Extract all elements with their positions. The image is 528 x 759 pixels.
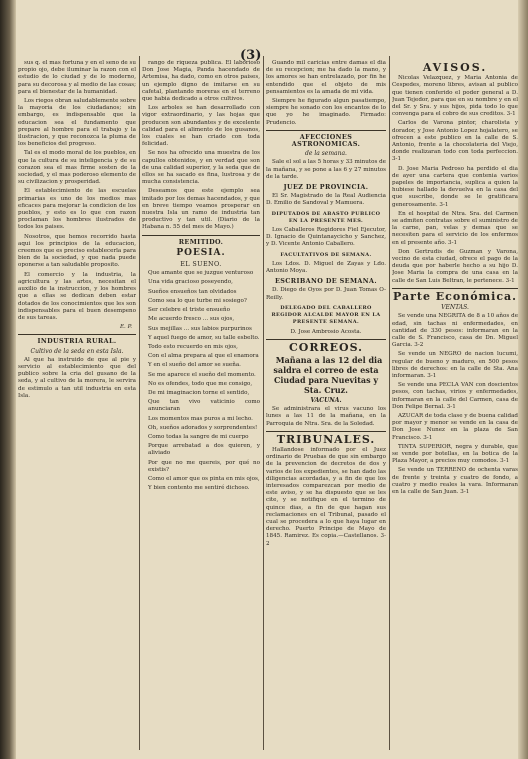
venta-paragraph: Se vende una NEGRITA de 8 a 10 años de edad, sin tachas ni enfermedades, en cantidad de 330 pesos: informaran en la calle de S. Francisco, casa de Dn. Miguel Garcia. 3-2 (392, 313, 518, 349)
article-paragraph: Guando mil caricias entre damas el dia de su recepcion; me ha dado la mano, y los amores se han entrelazado, por fin he entendido que el objeto de mis pensamientos es la amada de mi vida. (266, 60, 386, 95)
poesia-heading: POESIA. (176, 247, 226, 258)
tribunales-text: Hallandose informado por el Juez ordinario de Pruebas de que sin embargo de la prevencion de decretos de dos y varios de los expedientes, se han dado las diligencias acordadas, y a fin de que los interesados comparezcan por medio de este aviso, y se ha dispuesto que se les cite, y se notifique en el termino de quince dias, a fin de que hagan sus reclamaciones en el Tribunal, pasado el cual se procedera a lo que haya lugar en derecho. Puerto Principe de Mayo de 1845. Ramirez. Es copia.—Castellanos. 3-2 (266, 446, 386, 547)
poem-verse: De mi imaginacion torne el sentido, (148, 389, 250, 396)
poem-verse: Sus mejillas ... sus labios purpurinos (148, 325, 252, 332)
poem-verse: Sueños ensueños tan olvidados (148, 288, 237, 295)
venta-paragraph: AZUCAR de toda clase y de buena calidad por mayor y menor se vende en la casa de Don Jose Nunez en la plaza de San Francisco. 3-1 (392, 412, 518, 441)
article-paragraph: Al que ha instruido de que al pie y servicio al establecimiento que del publico sobre la cria del gusano de la seda, y al cultivo de la morera, le servira de estimulo a tan util industria en esta Isla. (18, 356, 136, 399)
divider (392, 288, 518, 289)
venta-paragraph: Se vende una PECLA VAN con doscientos pesos, con tachas, virios y enfermedades, informaran en la calle del Carmen, casa de Don Felipe Bernal. 3-1 (392, 382, 518, 410)
parte-economica-heading: Parte Económica. (392, 289, 518, 303)
astro-text: Sale el sol a las 5 horas y 33 minutos de la mañana, y se pone a las 6 y 27 minutos de la tarde. (266, 159, 386, 180)
ventas-heading: VENTAS. (441, 304, 469, 312)
article-paragraph: Los arboles se han desarrollado con vigor extraordinario, y las hojas que producen son abundantes y de excelente calidad para el alimento de los gusanos, los cuales se han criado con toda felicidad. (142, 105, 260, 148)
poem-verse: Y aquel fuego de amor, su talle esbelto. (148, 334, 260, 341)
venta-paragraph: Se vende un NEGRO de nacion lucumi, regular de bueno y maduro, en 500 pesos libres de derechos: en la calle de Sta. Ana informaran. 3-1 (392, 351, 518, 379)
column-2 (142, 60, 260, 750)
vacuna-heading: VACUNA. (310, 396, 342, 404)
article-paragraph: El comercio y la industria, la agricultura y las artes, necesitan el auxilio de la instruccion, y los hombres que a ellas se dedican deben estar dotados de los conocimientos que les son indispensables para el buen desempeno de sus tareas. (18, 271, 136, 321)
article-paragraph: Los riegos obran saludablemente sobre la mayoria de los ciudadanos; sin embargo, es indispensable que la educacion sea el fundamento que prepare al hombre para el trabajo y la ilustracion, y que reconozca la pluma de los beneficios del progreso. (18, 98, 136, 148)
poem-verse: Ser celebre el triste ensueño (148, 307, 230, 314)
poem-verse: Como el amor que os pinta en mis ojos, (148, 475, 260, 482)
correos-heading: CORREOS. (289, 340, 363, 354)
divider (266, 339, 386, 340)
column-3 (266, 60, 386, 750)
poem-verse: Que tan vivo vaticinio como anunciaran (148, 399, 260, 413)
poem-verse: Que amante que se juzgue venturoso (148, 270, 254, 277)
venta-paragraph: TINTA SUPERIOR, negra y durable, que se vende por botellas, en la botica de la Plaza Mayor, a precios muy comodos. 3-1 (392, 443, 518, 465)
column-1 (18, 60, 136, 750)
poem-verse: Y bien contento me sentiré dichoso. (148, 485, 250, 492)
article-paragraph: sus q. el mas fortuna y en el seno de su propio ojo, debe iluminar la razon con el estudio de lo ciudad y de lo moderno, para su decorosa y al medio de las cosas; para el bienestar de la humanidad. (18, 60, 136, 95)
escribano-heading: ESCRIBANO DE SEMANA. (274, 277, 378, 286)
escribano-text: D. Diego de Oyos por D. Juan Tomas O-Reilly. (266, 287, 386, 301)
poem-verse: Como todas la sangre de mi cuerpo (148, 433, 249, 440)
vacuna-text: Se administrara el virus vacuno los lunes a las 11 de la mañana, en la Parroquia de Ntra. Sra. de la Soledad. (266, 406, 386, 427)
poem-verse: Y en el sueño del amor se sueña. (148, 362, 241, 369)
correos-text: Mañana a las 12 del dia saldra el correo de esta Ciudad para Nuevitas y Sta. Cruz. (273, 354, 383, 395)
remitido-heading: REMITIDO. (178, 237, 224, 246)
poem-verse: Se me aparece el sueño del momento. (148, 371, 256, 378)
divider (266, 431, 386, 432)
article-paragraph: Deseamos que este ejemplo sea imitado por los demas hacendados, y que en breve tiempo veamos prosperar en nuestra Isla un ramo de industria tan productivo y tan util. (Diario de la Habana n. 55 del mes de Mayo.) (142, 188, 260, 231)
poem-title: EL SUENO. (180, 260, 222, 269)
delegado-heading: DELEGADO DEL CABALLERO REGIDOR ALCALDE MAYOR EN LA PRESENTE SEMANA. (271, 304, 381, 326)
diputados-heading: DIPUTADOS DE ABASTO PUBLICO EN LA PRESENTE MES. (271, 210, 381, 224)
article-signature: E. P. (119, 324, 132, 331)
aviso-paragraph: En el hospital de Ntra. Sra. del Carmen se admiten contratas sobre el suministro de la carne, pan, velas y demas que se necesiten para el servicio de los enfermos en el presente año. 3-1 (392, 210, 518, 246)
facultativos-text: Los Ldos. D. Miguel de Zayas y Ldo. Antonio Moya. (266, 260, 386, 275)
aviso-paragraph: Carlos de Varona pintor, charolista y dorador, y Jose Antonio Lopez hojalatero, se ofrecen a este publico en la calle de S. Antonio, frente a la chocolateria del Viejo, donde realizaran todo con toda perfeccion. 3-1 (392, 120, 518, 163)
avisos-heading: AVISOS. (422, 61, 488, 74)
book-spine (0, 0, 16, 759)
divider (142, 235, 260, 236)
divider (266, 130, 386, 131)
article-paragraph: rango de riqueza publica. El laborioso Don Jose Magia, Panda hacendado de Artemisa, ha dado, como en otros paises, un ejemplo digno de imitarse en su cafetal, plantando moreras en el terreno que habia dedicado a otros cultivos. (142, 60, 260, 103)
column-4 (392, 60, 518, 750)
poem-verse: Me acuerdo fresco ... sus ojos, (148, 316, 235, 323)
poem-verse: Una vida gracioso poseyendo, (148, 279, 233, 286)
poem-verse: Todo esto recuerdo en mis ojos, (148, 343, 238, 350)
astro-heading: AFECCIONES ASTRONOMICAS. (291, 132, 361, 149)
column-rule (263, 56, 264, 750)
page-number: (3) (240, 48, 262, 63)
poem-verse: Porque arrebatad a dos quieren, y aliviado (148, 443, 260, 457)
poem-verse: Como sea lo que turbe mi sosiego? (148, 297, 247, 304)
article-paragraph: Siempre he figurado algun pasatiempo, siempre he sonado con los encantos de lo que yo he imaginado. Firmado: Prudencio. (266, 98, 386, 126)
diputados-text: Los Caballeros Regidores Fiel Ejecutor, D. Ignacio de Quintanaycicho y Sanchez, y D. Vicente Antonio Caballero. (266, 227, 386, 248)
aviso-paragraph: D. Jose Maria Pedroso ha perdido el dia de ayer una cartera que contenia varios papeles de importancia, suplica a quien la hubiese hallado la devuelva en la casa del que suscribe, donde se le gratificara generosamente. 3-1 (392, 165, 518, 208)
poem-verse: Con el alma prepara al que el enamora (148, 353, 259, 360)
article-paragraph: El establecimiento de las escuelas primarias es uno de los medios mas eficaces para mejorar la condicion de los pueblos, y esto es lo que con razon proclaman los hombres ilustrados de todos los paises. (18, 188, 136, 231)
article-paragraph: Tal es el modo moral de los pueblos, en que la cultura de su inteligencia y de su corazon sea el mas firme sosten de la sociedad, y el mas poderoso elemento de su civilizacion y prosperidad. (18, 150, 136, 186)
column-rule (389, 56, 390, 750)
section-subheading: Cultivo de la seda en esta Isla. (30, 347, 124, 355)
facultativos-heading: FACULTATIVOS DE SEMANA. (280, 251, 372, 258)
delegado-text: D. Jose Ambrosio Acosta. (290, 328, 362, 335)
astro-subheading: de la semana. (305, 150, 347, 158)
column-rule (139, 56, 140, 750)
aviso-paragraph: Don Gertrudis de Guzman y Varona, vecino de esta ciudad, ofrece el pago de la deuda que por haberle hecho a su hijo D. Jose Maria la compra de una casa en la calle de San Luis Beltran, le pertenece. 3-1 (392, 248, 518, 284)
poem-verse: Los momentos mas puros a mi lecho. (148, 415, 253, 422)
page-edge (518, 0, 528, 759)
article-paragraph: Nosotros, que hemos recorrido hasta aqui los principios de la educacion, creemos que es preciso establecerla para bien de la sociedad, y que nada puede oponerse a tan saludable proposito. (18, 233, 136, 269)
juez-text: El Sr. Magistrado de la Real Audiencia D. Emilio de Sandoval y Mamuera. (266, 193, 386, 207)
section-heading: INDUSTRIA RURAL. (37, 337, 117, 346)
juez-heading: JUEZ DE PROVINCIA. (283, 183, 369, 192)
poem-verse: Por que no me quereis, por qué no existis? (148, 459, 260, 473)
poem-verse: No es ofendes, todo que me consigo, (148, 380, 253, 387)
tribunales-heading: TRIBUNALES. (276, 432, 376, 446)
venta-paragraph: Se vende un TERRENO de ochenta varas de frente y treinta y cuatro de fondo, a cuatro y medio reales la vara. Informaran en la calle de San Juan. 3-1 (392, 467, 518, 495)
poem-verse: Oh, sueños adorados y sorprendentes! (148, 424, 258, 431)
aviso-paragraph: Nicolas Velazquez, y Maria Antonia de Cespedes, moreno libres, avisan al publico que tienen conferido el poder general a D. Juan Tejedor, para que en su nombre y en el del Sr. y Sra. y sus hijos, pida todo lo que convenga para el cobro de sus creditos. 3-1 (392, 75, 518, 118)
divider (18, 334, 136, 335)
article-paragraph: Se nos ha ofrecido una muestra de los capullos obtenidos, y en verdad que son de una calidad superior, y la seda que de ellos se ha sacado es fina, lustrosa y de mucha consistencia. (142, 150, 260, 186)
